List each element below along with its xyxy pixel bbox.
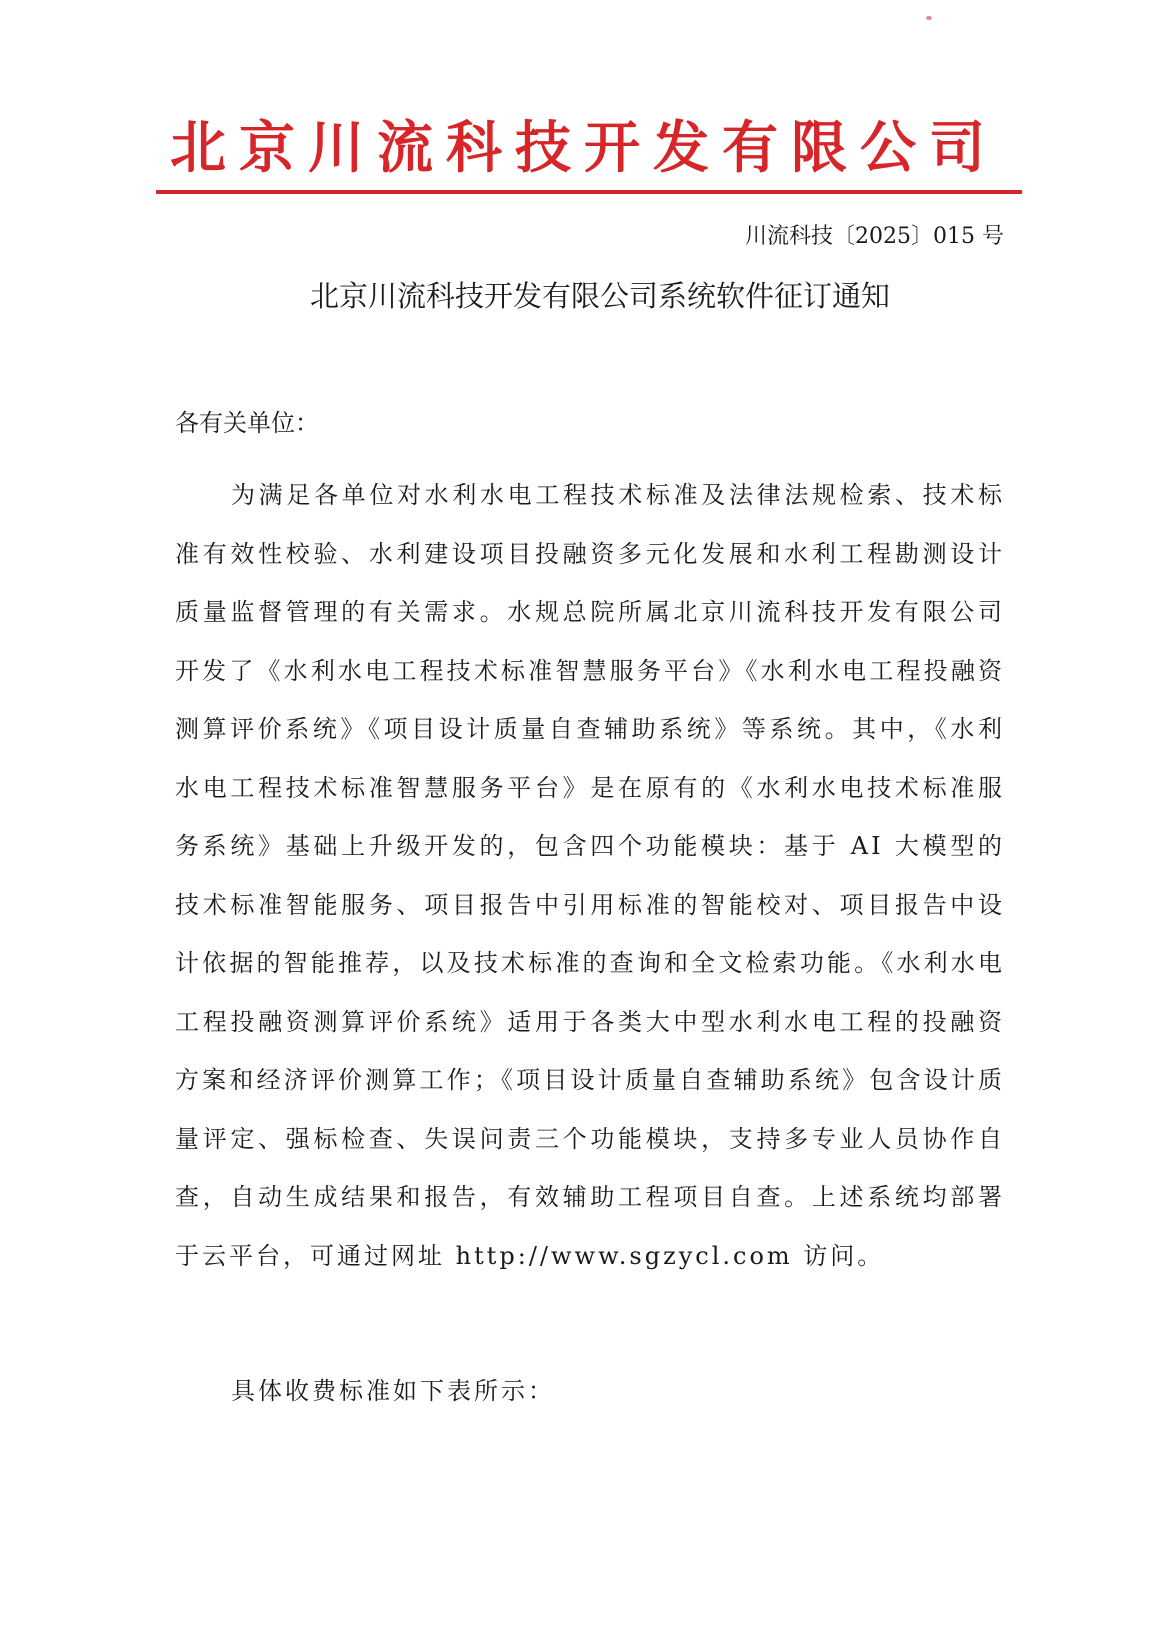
- body-paragraph: 为满足各单位对水利水电工程技术标准及法律法规检索、技术标准有效性校验、水利建设项目投融资多元化发展和水利工程勘测设计质量监督管理的有关需求。水规总院所属北京川流科技开发有限公司开发了《水利水电工程技术标准智慧服务平台》《水利水电工程投融资测算评价系统》《项目设计质量自查辅助系统》等系统。其中，《水利水电工程技术标准智慧服务平台》是在原有的《水利水电技术标准服务系统》基础上升级开发的，包含四个功能模块：基于 AI 大模型的技术标准智能服务、项目报告中引用标准的智能校对、项目报告中设计依据的智能推荐，以及技术标准的查询和全文检索功能。《水利水电工程投融资测算评价系统》适用于各类大中型水利水电工程的投融资方案和经济评价测算工作；《项目设计质量自查辅助系统》包含设计质量评定、强标检查、失误问责三个功能模块，支持多专业人员协作自查，自动生成结果和报告，有效辅助工程项目自查。上述系统均部署于云平台，可通过网址 http://www.sgzycl.com 访问。: [175, 481, 1005, 1270]
- document-number: 川流科技〔2025〕015 号: [745, 224, 1004, 249]
- letterhead-red-rule: [156, 190, 1022, 194]
- letterhead-company-name: 北京川流科技开发有限公司: [170, 115, 998, 181]
- document-title: 北京川流科技开发有限公司系统软件征订通知: [309, 279, 890, 313]
- scan-mark: [926, 16, 932, 20]
- fee-intro-paragraph: 具体收费标准如下表所示：: [231, 1377, 555, 1405]
- salutation: 各有关单位：: [175, 409, 319, 437]
